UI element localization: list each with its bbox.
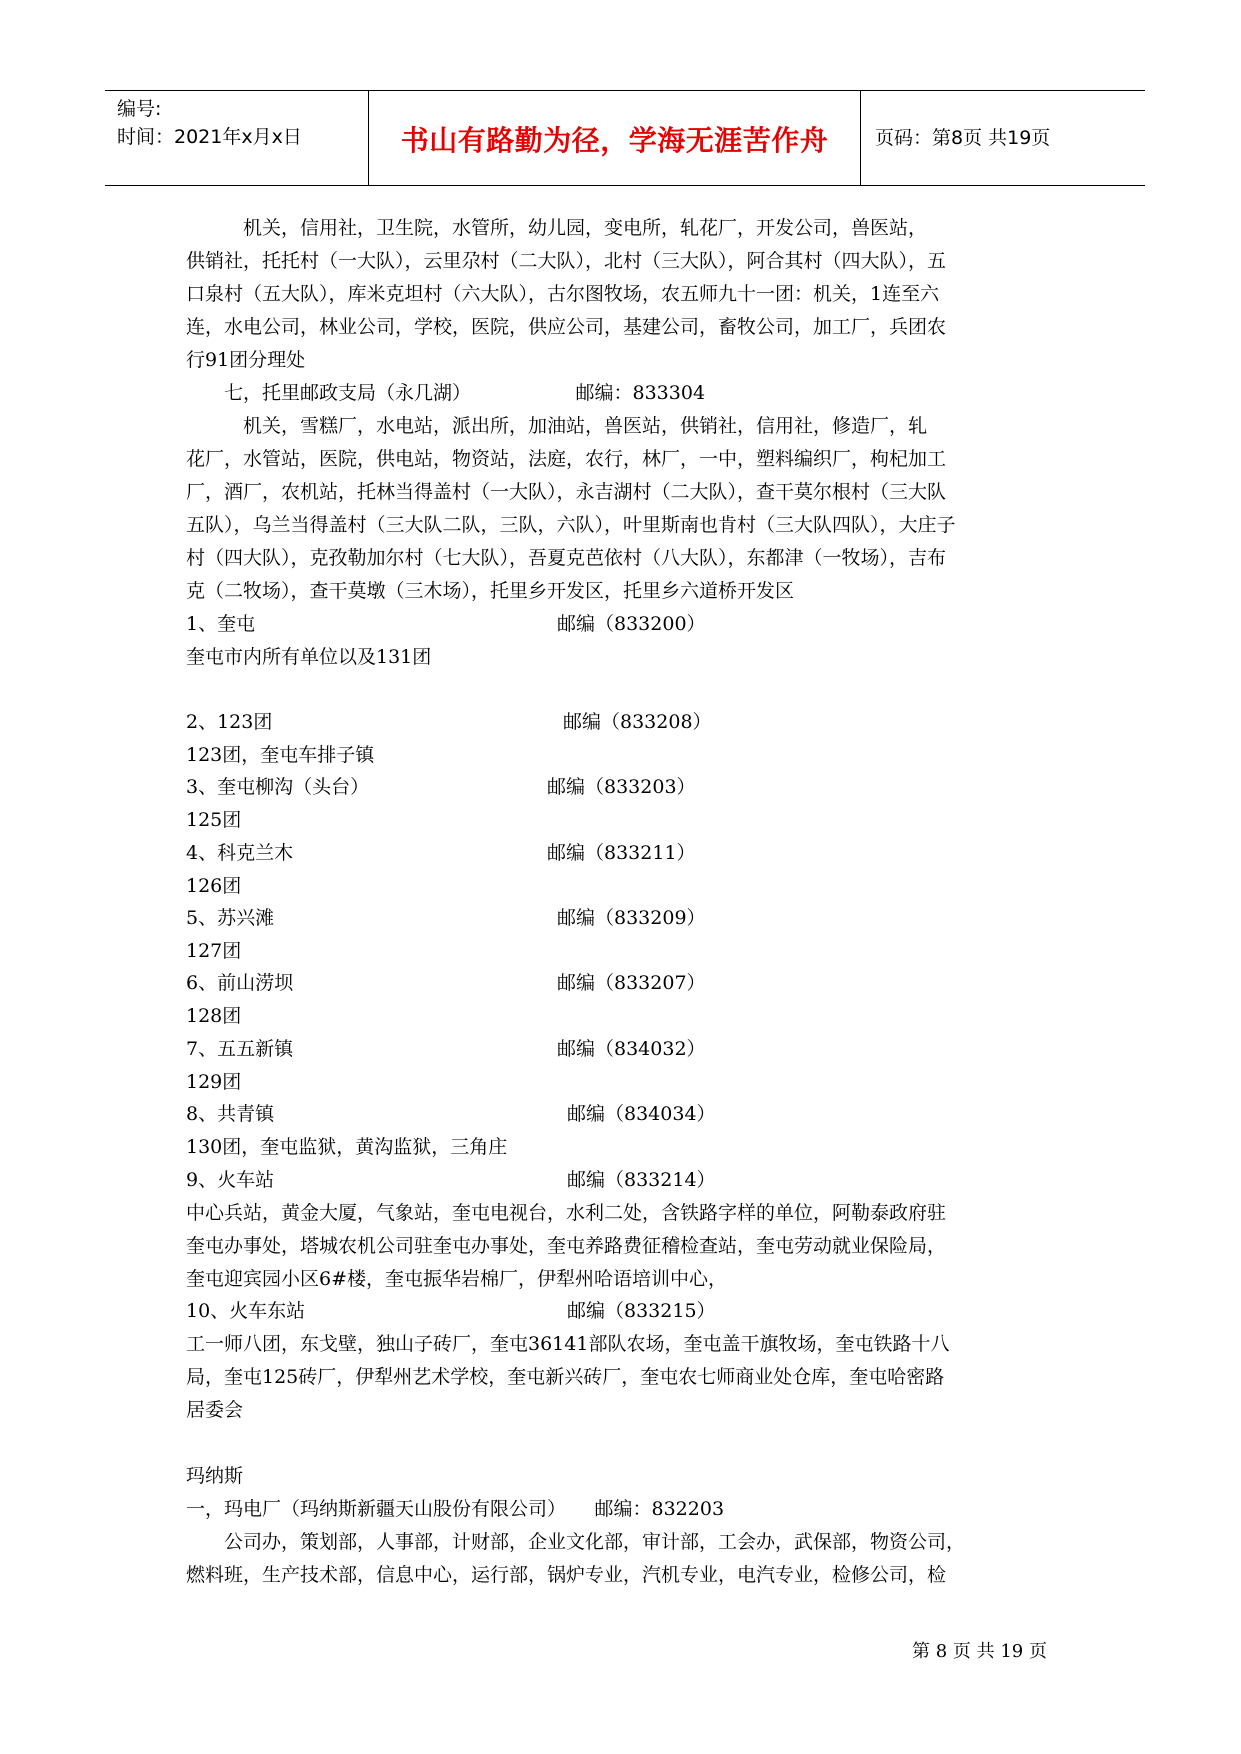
body-line: 机关，信用社，卫生院，水管所，幼儿园，变电所，轧花厂，开发公司，兽医站，	[186, 217, 928, 239]
postcode-name: 3、奎屯柳沟（头台）	[186, 776, 370, 798]
body-line: 村（四大队），克孜勒加尔村（七大队），吾夏克芭依村（八大队），东都津（一牧场），吉布	[186, 547, 947, 569]
body-line: 七，托里邮政支局（永几湖） 邮编：833304	[186, 382, 706, 404]
postcode-units: 125团	[186, 809, 242, 831]
time-label: 时间：2021年x月x日	[117, 126, 302, 148]
postcode-code: 邮编（833200）	[557, 613, 706, 635]
postcode-units: 工一师八团，东戈壁，独山子砖厂，奎屯36141部队农场，奎屯盖干旗牧场，奎屯铁路十八	[186, 1333, 950, 1355]
body-line: 连，水电公司，林业公司，学校，医院，供应公司，基建公司，畜牧公司，加工厂，兵团农	[186, 316, 947, 338]
postcode-name: 9、火车站	[186, 1169, 275, 1191]
header-divider	[860, 91, 861, 185]
header-left	[117, 95, 302, 151]
postcode-name: 2、123团	[186, 711, 273, 733]
postcode-name: 5、苏兴滩	[186, 907, 275, 929]
body-line: 机关，雪糕厂，水电站，派出所，加油站，兽医站，供销社，信用社，修造厂，轧	[186, 415, 928, 437]
postcode-units: 奎屯办事处，塔城农机公司驻奎屯办事处，奎屯养路费征稽检查站，奎屯劳动就业保险局，	[186, 1235, 947, 1257]
postcode-code: 邮编（833211）	[547, 842, 696, 864]
postcode-name: 7、五五新镇	[186, 1038, 294, 1060]
postcode-code: 邮编（833203）	[547, 776, 696, 798]
body-line: 供销社，托托村（一大队），云里尕村（二大队），北村（三大队），阿合其村（四大队），五	[186, 250, 947, 272]
postcode-units: 130团，奎屯监狱，黄沟监狱，三角庄	[186, 1136, 508, 1158]
body-line: 厂，酒厂，农机站，托林当得盖村（一大队），永吉湖村（二大队），查干莫尔根村（三大队	[186, 481, 947, 503]
body-line: 克（二牧场），查干莫墩（三木场），托里乡开发区，托里乡六道桥开发区	[186, 580, 795, 602]
document-header	[105, 90, 1145, 186]
postcode-name: 10、火车东站	[186, 1300, 306, 1322]
postcode-code: 邮编（833209）	[557, 907, 706, 929]
postcode-name: 8、共青镇	[186, 1103, 275, 1125]
body-line: 花厂，水管站，医院，供电站，物资站，法庭，农行，林厂，一中，塑料编织厂，枸杞加工	[186, 448, 947, 470]
postcode-units: 129团	[186, 1071, 242, 1093]
postcode-code: 邮编（833207）	[557, 972, 706, 994]
postcode-units: 奎屯市内所有单位以及131团	[186, 646, 432, 668]
postcode-units: 居委会	[186, 1399, 244, 1421]
number-label: 编号:	[117, 98, 162, 120]
postcode-units: 局，奎屯125砖厂，伊犁州艺术学校，奎屯新兴砖厂，奎屯农七师商业处仓库，奎屯哈密路	[186, 1366, 945, 1388]
body-line: 燃料班，生产技术部，信息中心，运行部，锅炉专业，汽机专业，电汽专业，检修公司，检	[186, 1564, 947, 1586]
body-line: 行91团分理处	[186, 349, 306, 371]
header-motto: 书山有路勤为径，学海无涯苦作舟	[400, 124, 829, 157]
body-line: 公司办，策划部，人事部，计财部，企业文化部，审计部，工会办，武保部，物资公司，	[186, 1531, 966, 1553]
postcode-code: 邮编（834034）	[567, 1103, 716, 1125]
header-page-label: 页码：第8页 共19页	[875, 127, 1051, 149]
postcode-name: 1、奎屯	[186, 613, 256, 635]
postcode-name: 4、科克兰木	[186, 842, 294, 864]
postcode-name: 6、前山涝坝	[186, 972, 294, 994]
postcode-units: 123团，奎屯车排子镇	[186, 744, 375, 766]
postcode-units: 中心兵站，黄金大厦，气象站，奎屯电视台，水利二处，含铁路字样的单位，阿勒泰政府驻	[186, 1202, 947, 1224]
body-line: 五队），乌兰当得盖村（三大队二队，三队，六队），叶里斯南也肯村（三大队四队），大庄子	[186, 514, 956, 536]
postcode-units: 127团	[186, 940, 242, 962]
postcode-units: 126团	[186, 875, 242, 897]
postcode-units: 奎屯迎宾园小区6#楼，奎屯振华岩棉厂，伊犁州哈语培训中心，	[186, 1268, 728, 1290]
body-line: 一，玛电厂（玛纳斯新疆天山股份有限公司） 邮编：832203	[186, 1498, 725, 1520]
postcode-units: 128团	[186, 1005, 242, 1027]
postcode-code: 邮编（834032）	[557, 1038, 706, 1060]
body-line: 口泉村（五大队），库米克坦村（六大队），古尔图牧场，农五师九十一团：机关，1连至六	[186, 283, 940, 305]
page-footer: 第 8 页 共 19 页	[912, 1641, 1047, 1662]
postcode-code: 邮编（833215）	[567, 1300, 716, 1322]
postcode-code: 邮编（833208）	[563, 711, 712, 733]
section-title: 玛纳斯	[186, 1465, 244, 1487]
postcode-code: 邮编（833214）	[567, 1169, 716, 1191]
